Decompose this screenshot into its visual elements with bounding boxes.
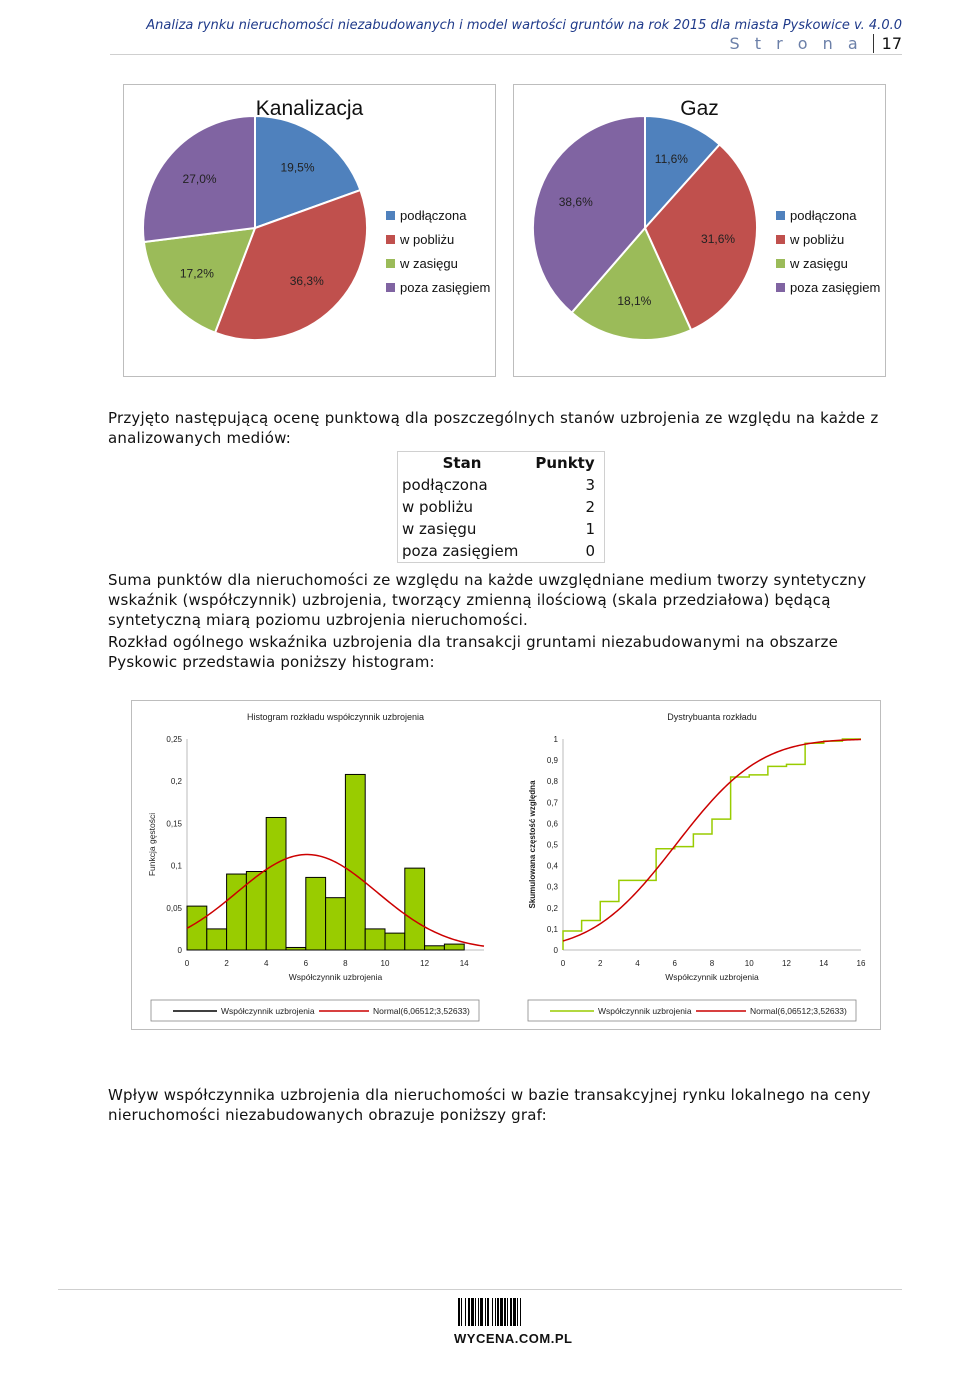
histogram-x-tick: 14 xyxy=(459,959,469,968)
header-divider xyxy=(110,54,902,55)
gaz-pie xyxy=(514,115,764,375)
kanalizacja-slice-label: 17,2% xyxy=(179,266,214,281)
histogram-bar xyxy=(306,877,326,950)
cdf-x-label: Współczynnik uzbrojenia xyxy=(665,972,759,982)
histogram-bar xyxy=(187,906,207,950)
table-row xyxy=(398,474,605,496)
histogram-y-tick: 0 xyxy=(177,946,182,955)
footer-logo-text: WYCENA.COM.PL xyxy=(454,1331,573,1346)
histogram-y-tick: 0,15 xyxy=(166,819,182,829)
page-indicator xyxy=(729,34,902,53)
table-cell: 1 xyxy=(526,518,605,540)
table-cell: w pobliżu xyxy=(398,496,527,518)
histogram-bar xyxy=(365,929,385,950)
footer-logo xyxy=(454,1298,573,1346)
swatch-icon xyxy=(386,211,395,220)
histogram-y-tick: 0,25 xyxy=(166,735,182,744)
column-header-stan: Stan xyxy=(398,452,527,475)
barcode-bar xyxy=(480,1298,483,1326)
kanalizacja-slice-label: 36,3% xyxy=(289,273,324,288)
swatch-icon xyxy=(776,211,785,220)
barcode-bar xyxy=(510,1298,512,1326)
kanalizacja-pie xyxy=(124,115,374,375)
table-header-row xyxy=(398,452,605,475)
page-number: 17 xyxy=(873,34,902,53)
histogram-charts xyxy=(132,701,880,1029)
histogram-x-label: Współczynnik uzbrojenia xyxy=(288,972,383,982)
cdf-x-tick: 6 xyxy=(672,959,677,968)
histogram-x-tick: 12 xyxy=(420,959,430,968)
histogram-bar xyxy=(425,946,445,950)
histogram-panel xyxy=(131,700,881,1030)
cdf-x-tick: 8 xyxy=(709,959,715,968)
table-row xyxy=(398,518,605,540)
cdf-y-tick: 1 xyxy=(553,735,558,744)
swatch-icon xyxy=(386,235,395,244)
gaz-chart xyxy=(513,84,886,377)
legend-w-zasiegu: w zasięgu xyxy=(386,251,490,275)
histogram-x-tick: 10 xyxy=(380,959,390,968)
barcode-bar xyxy=(461,1298,462,1326)
histogram-x-tick: 0 xyxy=(184,959,190,968)
table-row xyxy=(398,540,605,563)
paragraph-intro: Przyjęto następującą ocenę punktową dla poszczególnych stanów uzbrojenia ze względu na każde z analizowanych mediów: xyxy=(108,409,879,447)
cdf-y-tick: 0,7 xyxy=(546,798,558,808)
histogram-bar xyxy=(266,817,286,950)
histogram-bar xyxy=(405,868,425,950)
histogram-x-tick: 4 xyxy=(263,959,269,968)
barcode-bar xyxy=(475,1298,476,1326)
kanalizacja-chart xyxy=(123,84,496,377)
cdf-x-tick: 16 xyxy=(856,959,866,968)
cdf-x-tick: 12 xyxy=(782,959,791,968)
cdf-y-tick: 0,3 xyxy=(546,882,558,892)
histogram-bar xyxy=(345,774,365,950)
barcode-bar xyxy=(520,1298,521,1326)
barcode-bar xyxy=(504,1298,506,1326)
cdf-y-tick: 0 xyxy=(553,946,558,955)
barcode-bar xyxy=(465,1298,466,1326)
column-header-punkty: Punkty xyxy=(526,452,605,475)
barcode-bar xyxy=(487,1298,489,1326)
cdf-legend-label: Normal(6,06512;3,52633) xyxy=(750,1006,847,1016)
cdf-y-tick: 0,8 xyxy=(546,777,558,787)
table-cell: poza zasięgiem xyxy=(398,540,527,563)
histogram-x-tick: 6 xyxy=(303,959,309,968)
gaz-slice-label: 31,6% xyxy=(701,232,736,247)
barcode-icon xyxy=(454,1298,554,1326)
legend-w-poblizu: w pobliżu xyxy=(386,227,490,251)
kanalizacja-legend xyxy=(386,203,490,299)
paragraph-summary: Suma punktów dla nieruchomości ze względu na każde uwzględniane medium tworzy syntetyczny wskaźnik (współczynnik) uzbrojenia, tworzący zmienną ilościową (skala przedziałowa) będącą syntetyczną miarą poziomu uzbrojenia nieruchomości. xyxy=(108,571,867,629)
cdf-x-tick: 4 xyxy=(635,959,640,968)
barcode-bar xyxy=(495,1298,496,1326)
histogram-y-tick: 0,1 xyxy=(170,861,182,871)
legend-w-poblizu: w pobliżu xyxy=(776,227,880,251)
barcode-bar xyxy=(478,1298,479,1326)
barcode-bar xyxy=(485,1298,486,1326)
swatch-icon xyxy=(776,283,785,292)
gaz-legend xyxy=(776,203,880,299)
points-table xyxy=(397,451,605,563)
table-row xyxy=(398,496,605,518)
barcode-bar xyxy=(507,1298,508,1326)
histogram-title: Histogram rozkładu współczynnik uzbrojenia xyxy=(246,712,425,722)
table-cell: 0 xyxy=(526,540,605,563)
histogram-legend-label: Normal(6,06512;3,52633) xyxy=(373,1006,470,1016)
cdf-y-tick: 0,1 xyxy=(546,924,558,934)
barcode-bar xyxy=(517,1298,518,1326)
gaz-title: Gaz xyxy=(680,97,719,120)
legend-w-zasiegu: w zasięgu xyxy=(776,251,880,275)
barcode-bar xyxy=(497,1298,499,1326)
legend-podlaczona: podłączona xyxy=(386,203,490,227)
legend-poza-zasiegiem: poza zasięgiem xyxy=(386,275,490,299)
cdf-x-tick: 2 xyxy=(598,959,603,968)
table-cell: podłączona xyxy=(398,474,527,496)
histogram-bar xyxy=(286,947,306,950)
kanalizacja-title: Kanalizacja xyxy=(255,97,364,120)
kanalizacja-slice-label: 19,5% xyxy=(280,160,315,175)
cdf-y-tick: 0,2 xyxy=(546,903,558,913)
histogram-x-tick: 8 xyxy=(343,959,348,968)
cdf-y-label: Skumulowana częstość względna xyxy=(528,780,537,909)
swatch-icon xyxy=(776,259,785,268)
histogram-y-label: Funkcja gęstości xyxy=(147,812,157,877)
cdf-legend-label: Współczynnik uzbrojenia xyxy=(598,1006,692,1016)
table-cell: 2 xyxy=(526,496,605,518)
barcode-bar xyxy=(471,1298,474,1326)
paragraph-histogram-intro: Rozkład ogólnego wskaźnika uzbrojenia dla transakcji gruntami niezabudowanymi na obszarze Pyskowic przedstawia poniższy histogram: xyxy=(108,633,839,671)
kanalizacja-slice-label: 27,0% xyxy=(182,172,217,187)
cdf-y-tick: 0,6 xyxy=(546,819,558,829)
footer-divider xyxy=(58,1289,902,1290)
histogram-bar xyxy=(444,944,464,950)
histogram-bar xyxy=(385,933,405,950)
cdf-y-tick: 0,9 xyxy=(546,756,558,766)
histogram-bar xyxy=(326,898,346,950)
cdf-title: Dystrybuanta rozkładu xyxy=(667,712,757,722)
paragraph-graph-intro: Wpływ współczynnika uzbrojenia dla nieruchomości w bazie transakcyjnej rynku lokalnego na ceny nieruchomości niezabudowanych obrazuje poniższy graf: xyxy=(108,1086,871,1124)
histogram-legend-label: Współczynnik uzbrojenia xyxy=(221,1006,315,1016)
barcode-bar xyxy=(492,1298,493,1326)
legend-podlaczona: podłączona xyxy=(776,203,880,227)
histogram-x-tick: 2 xyxy=(224,959,229,968)
cdf-x-tick: 14 xyxy=(819,959,829,968)
barcode-bar xyxy=(468,1298,470,1326)
gaz-slice-label: 38,6% xyxy=(558,195,593,210)
legend-poza-zasiegiem: poza zasięgiem xyxy=(776,275,880,299)
gaz-slice-label: 18,1% xyxy=(617,294,652,309)
barcode-bar xyxy=(500,1298,503,1326)
histogram-y-tick: 0,2 xyxy=(170,777,182,787)
cdf-normal-curve xyxy=(563,740,861,941)
barcode-bar xyxy=(513,1298,516,1326)
histogram-bar xyxy=(227,874,247,950)
cdf-y-tick: 0,5 xyxy=(546,840,558,850)
histogram-bar xyxy=(246,872,266,950)
cdf-x-tick: 0 xyxy=(560,959,566,968)
page-label: S t r o n a xyxy=(729,34,863,53)
histogram-bar xyxy=(207,929,227,950)
swatch-icon xyxy=(386,259,395,268)
gaz-slice-label: 11,6% xyxy=(654,151,688,166)
cdf-x-tick: 10 xyxy=(744,959,754,968)
histogram-y-tick: 0,05 xyxy=(166,903,182,913)
table-cell: 3 xyxy=(526,474,605,496)
barcode-bar xyxy=(458,1298,460,1326)
table-cell: w zasięgu xyxy=(398,518,527,540)
swatch-icon xyxy=(776,235,785,244)
document-header-title: Analiza rynku nieruchomości niezabudowanych i model wartości gruntów na rok 2015 dla miasta Pyskowice v. 4.0.0 xyxy=(146,18,902,33)
swatch-icon xyxy=(386,283,395,292)
cdf-y-tick: 0,4 xyxy=(546,861,558,871)
